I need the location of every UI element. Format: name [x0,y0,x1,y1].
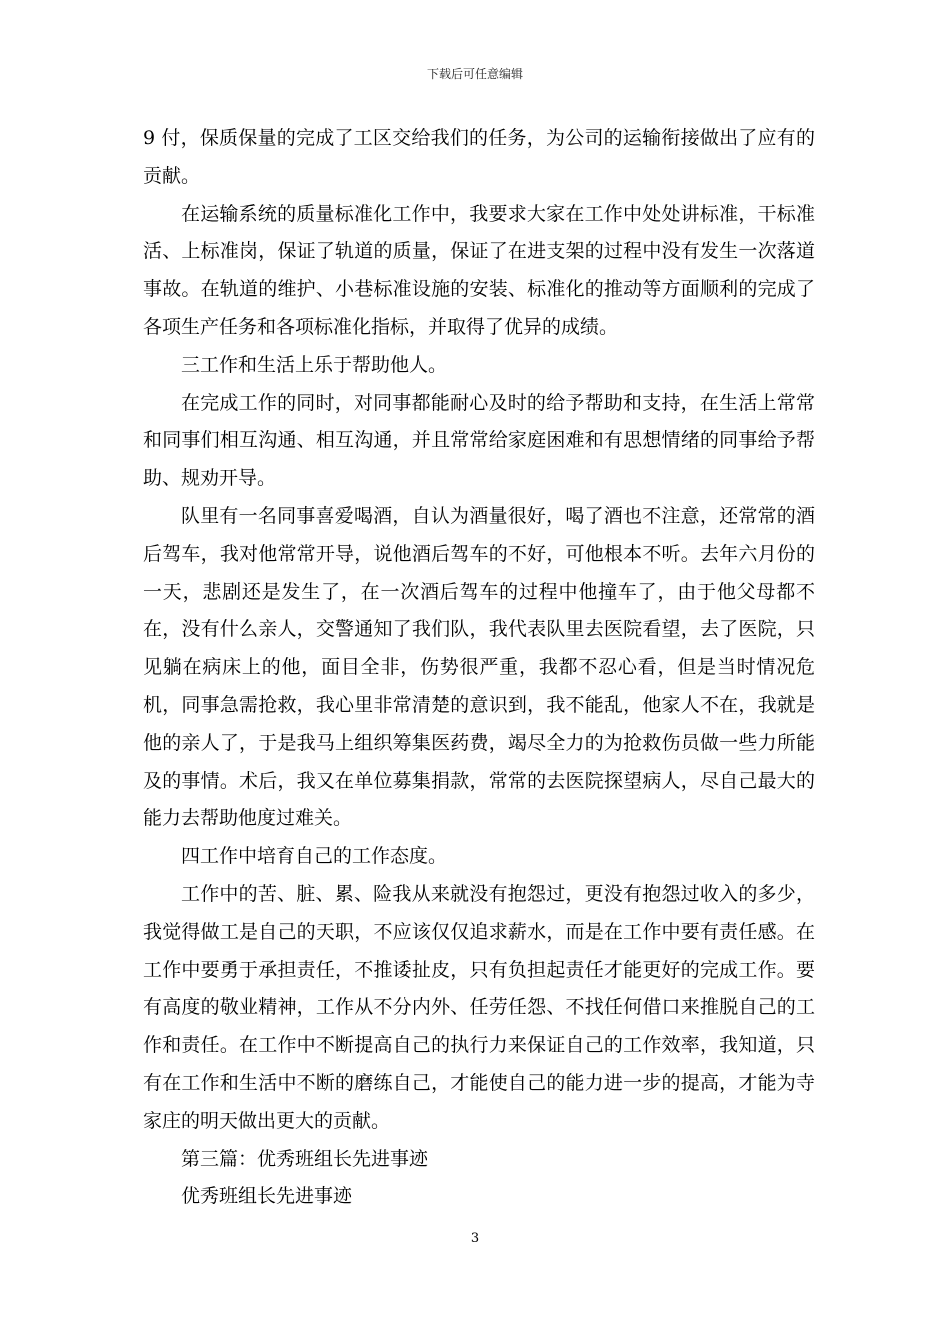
paragraph: 队里有一名同事喜爱喝酒，自认为酒量很好，喝了酒也不注意，还常常的酒后驾车，我对他常常开导，说他酒后驾车的不好，可他根本不听。去年六月份的一天，悲剧还是发生了，在一次酒后驾车的过程中他撞车了，由于他父母都不在，没有什么亲人，交警通知了我们队，我代表队里去医院看望，去了医院，只见躺在病床上的他，面目全非，伤势很严重，我都不忍心看，但是当时情况危机，同事急需抢救，我心里非常清楚的意识到，我不能乱，他家人不在，我就是他的亲人了，于是我马上组织筹集医药费，竭尽全力的为抢救伤员做一些力所能及的事情。术后，我又在单位募集捐款，常常的去医院探望病人，尽自己最大的能力去帮助他度过难关。 [143,504,815,830]
chapter-subtitle: 优秀班组长先进事迹 [181,1185,353,1208]
page-number: 3 [470,1231,480,1246]
paragraph: 工作中的苦、脏、累、险我从来就没有抱怨过，更没有抱怨过收入的多少，我觉得做工是自己的天职，不应该仅仅追求薪水，而是在工作中要有责任感。在工作中要勇于承担责任，不推诿扯皮，只有负担起责任才能更好的完成工作。要有高度的敬业精神，工作从不分内外、任劳任怨、不找任何借口来推脱自己的工作和责任。在工作中不断提高自己的执行力来保证自己的工作效率，我知道，只有在工作和生活中不断的磨练自己，才能使自己的能力进一步的提高，才能为寺家庄的明天做出更大的贡献。 [143,882,815,1132]
section-heading: 三工作和生活上乐于帮助他人。 [181,353,448,376]
page-header: 下载后可任意编辑 [426,67,523,81]
paragraph: 9 付，保质保量的完成了工区交给我们的任务，为公司的运输衔接做出了应有的贡献。 [143,127,815,187]
paragraph: 在完成工作的同时，对同事都能耐心及时的给予帮助和支持，在生活上常常和同事们相互沟通、相互沟通，并且常常给家庭困难和有思想情绪的同事给予帮助、规劝开导。 [143,391,815,490]
document-body [143,120,815,1216]
chapter-title: 第三篇：优秀班组长先进事迹 [181,1147,429,1170]
section-heading: 四工作中培育自己的工作态度。 [181,845,448,868]
paragraph: 在运输系统的质量标准化工作中，我要求大家在工作中处处讲标准，干标准活、上标准岗，保证了轨道的质量，保证了在进支架的过程中没有发生一次落道事故。在轨道的维护、小巷标准设施的安装、标准化的推动等方面顺利的完成了各项生产任务和各项标准化指标，并取得了优异的成绩。 [143,202,815,338]
